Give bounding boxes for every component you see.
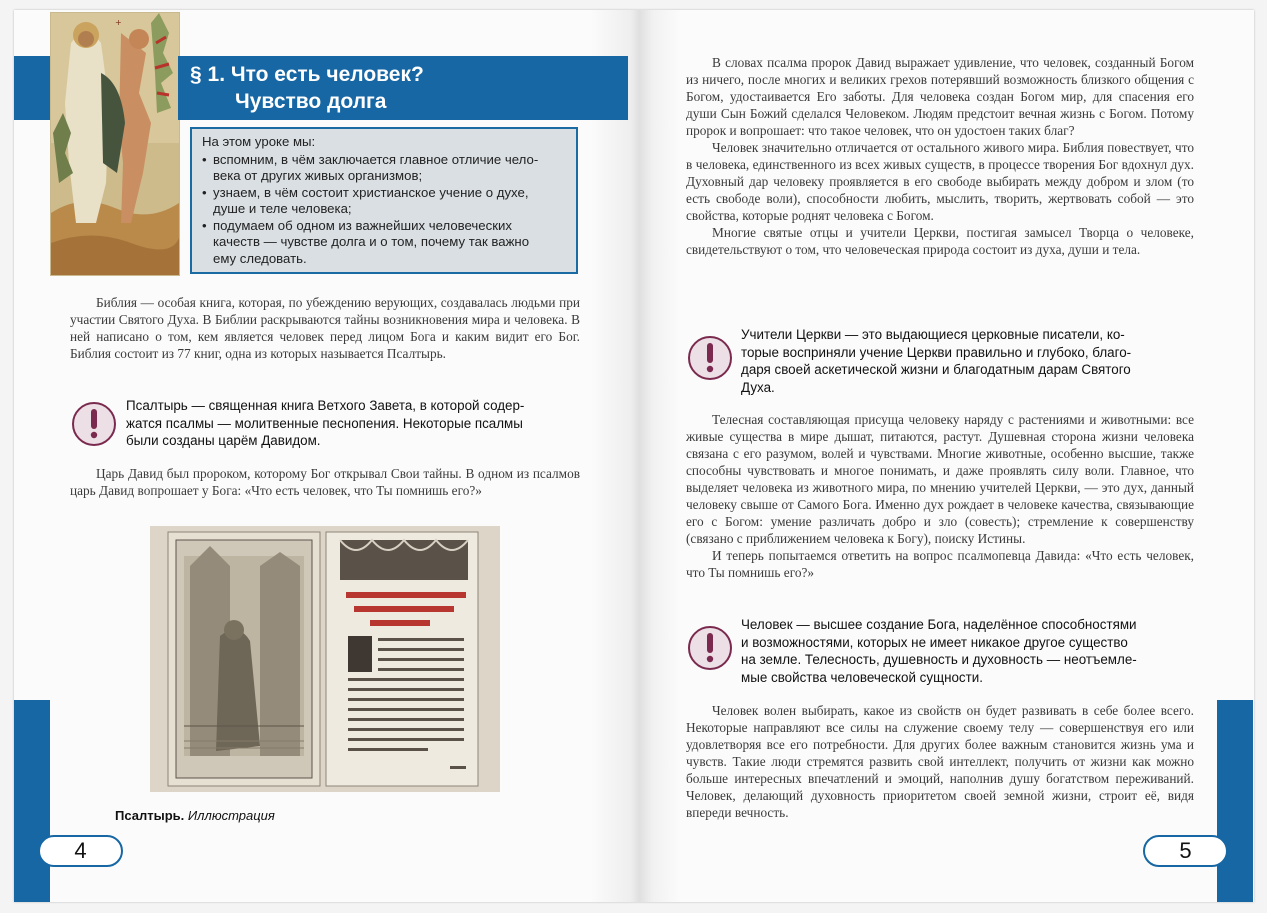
paragraph-text: Человек волен выбирать, какое из свойств он будет развивать в себе более всего. Некоторые направляют все силы на служение своему телу — совершенствуя его или удовлетворяя все его потребности. Для других более важным становится жизнь ума и чувств. Такие люди стремятся развить свой интеллект, получить от жизни как можно больше интересных впечатлений и эмоций, наполнив душу богатством переживаний. Человек, делающий духовность приоритетом своей земной жизни, строит её, видя впереди вечность. — [686, 703, 1194, 820]
paragraph-text: Царь Давид был пророком, которому Бог открывал Свои тайны. В одном из псалмов царь Давид вопрошает у Бога: «Что есть человек, что Ты помнишь его?» — [70, 466, 580, 498]
lesson-goal-item: • узнаем, в чём состоит христианское учение о духе, душе и теле человека; — [202, 185, 566, 218]
exclamation-icon — [705, 633, 715, 663]
left-bottom-accent — [14, 700, 50, 902]
paragraph-text: В словах псалма пророк Давид выражает удивление, что человек, созданный Богом из ничего, после многих и великих грехов потерявший возможность близкого общения с Богом, удостаивается Его заботы. Для человека создан Богом мир, для спасения его души Сын Божий сделался Человеком. Людям предстоит вечная жизнь с Богом. Потому пророк и вопрошает: что такое человек, что он удостоен таких благ? — [686, 55, 1194, 138]
right-text-block-3 — [686, 702, 1194, 821]
lesson-goal-item: • подумаем об одном из важнейших человеческих качеств — чувстве долга и о том, почему так важно ему следовать. — [202, 218, 566, 268]
paragraph-text: Человек значительно отличается от остального живого мира. Библия повествует, что в человека, единственного из всех живых существ, в процессе творения Бог вдохнул дух. Духовный дар человеку проявляется в его свободе выбирать между добром и злом (то есть свободе воли), способности любить, мыслить, творить, жертвовать собой — это свойства, которые роднят человека с Богом. — [686, 140, 1194, 223]
section-title: § 1. Что есть человек? — [190, 63, 424, 86]
exclamation-icon — [89, 409, 99, 439]
caption-subtitle: Иллюстрация — [187, 808, 275, 823]
psalter-book-image — [150, 526, 500, 792]
note-human-definition: Человек — высшее создание Бога, наделённое способностями и возможностями, которых не имеет никакое другое существо на земле. Телесность, душевность и духовность — неотъемле- мые свойства человеческой сущности. — [741, 617, 1137, 685]
page-number-left: 4 — [38, 835, 123, 867]
right-bottom-accent — [1217, 700, 1253, 902]
paragraph-text: Многие святые отцы и учители Церкви, постигая замысел Творца о человеке, свидетельствуют о том, что человеческая природа состоит из духа, души и тела. — [686, 225, 1194, 257]
psalter-photo — [150, 526, 500, 792]
paragraph-text: И теперь попытаемся ответить на вопрос псалмопевца Давида: «Что есть человек, что Ты помнишь его?» — [686, 548, 1194, 580]
note-church-teachers: Учители Церкви — это выдающиеся церковные писатели, ко- торые восприняли учение Церкви правильно и глубоко, благо- даря своей аскетической жизни и благодатным дарам Святого Духа. — [741, 327, 1132, 395]
section-subtitle: Чувство долга — [235, 90, 387, 113]
note-exclamation — [688, 336, 732, 380]
lesson-goal-item: • вспомним, в чём заключается главное отличие чело- века от других живых организмов; — [202, 152, 566, 185]
lesson-goals-heading: На этом уроке мы: — [202, 134, 316, 149]
caption-title: Псалтырь. — [115, 808, 185, 823]
svg-text:+: + — [115, 18, 122, 27]
photo-caption — [115, 808, 275, 823]
exclamation-icon — [705, 343, 715, 373]
icon-fresco-image — [50, 12, 180, 276]
fresco-illustration — [51, 13, 179, 275]
page-number-right: 5 — [1143, 835, 1228, 867]
paragraph-text: Телесная составляющая присуща человеку наряду с растениями и животными: все живые существа в мире дышат, питаются, растут. Душевная сторона жизни человека связана с его разумом, волей и чувствами. Многие животные, особенно высшие, также способны чувствовать и многое понимать, и даже проявлять силу воли. Главное, что выделяет человека из животного мира, по мнению учителей Церкви, — это дух, данный человеку свыше от Самого Бога. Именно дух рождает в человеке качества, связывающие его с Богом: умение различать добро и зло (совесть); стремление к совершенству (связано с приближением человека к Богу), поиску Истины. — [686, 412, 1194, 546]
note-psalter-definition: Псалтырь — священная книга Ветхого Завета, в которой содер- жатся псалмы — молитвенные песнопения. Некоторые псалмы были созданы царём Давидом. — [126, 398, 525, 449]
left-paragraph-1 — [70, 294, 580, 362]
lesson-goals-box — [190, 127, 578, 274]
left-paragraph-2 — [70, 465, 580, 499]
paragraph-text: Библия — особая книга, которая, по убеждению верующих, создавалась людьми при участии Святого Духа. В Библии раскрываются тайны возникновения мира и человека. В ней написано о том, кем является человек перед лицом Бога и каким видит его Бог. Библия состоит из 77 книг, одна из которых называется Псалтырь. — [70, 295, 580, 361]
left-accent-bar — [14, 56, 50, 120]
book-gutter — [590, 10, 680, 902]
right-text-block-2 — [686, 411, 1194, 581]
section-title-bar — [178, 56, 628, 120]
note-exclamation — [688, 626, 732, 670]
right-text-block-1 — [686, 54, 1194, 258]
note-exclamation — [72, 402, 116, 446]
